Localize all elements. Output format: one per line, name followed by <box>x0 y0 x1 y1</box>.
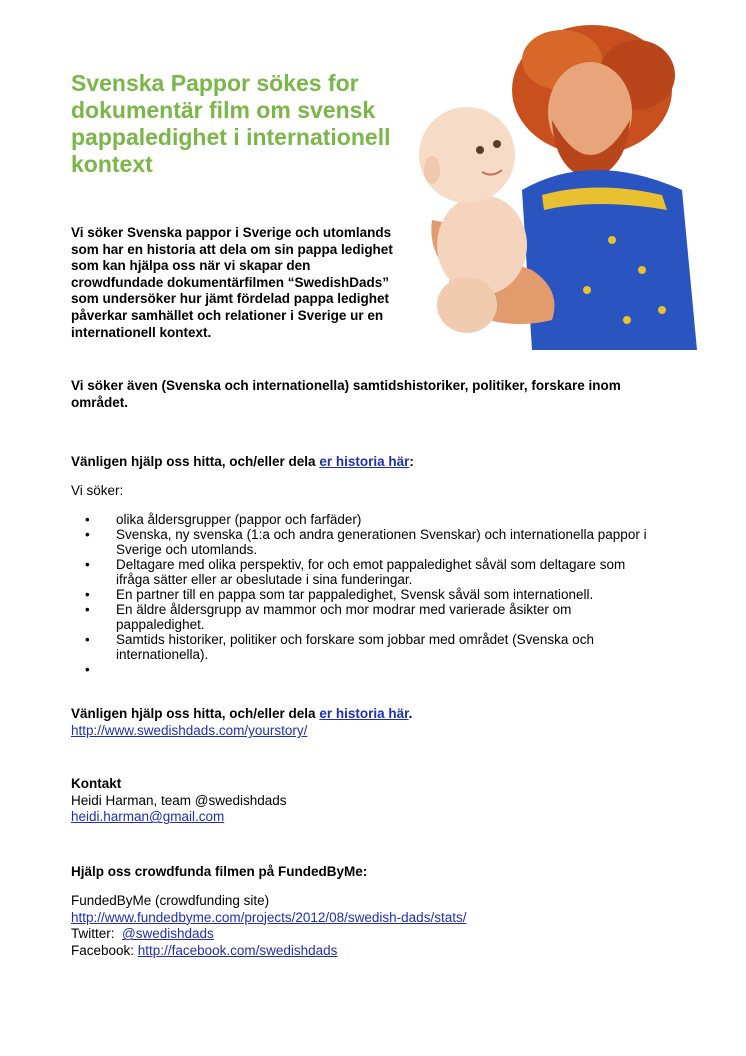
crowdfund-heading: Hjälp oss crowdfunda filmen på FundedByMe: <box>71 864 368 879</box>
twitter-link[interactable]: @swedishdads <box>122 926 214 942</box>
help-share-text-2: Vänligen hjälp oss hitta, och/eller dela <box>71 706 320 721</box>
bullet-marker: • <box>85 557 90 572</box>
bullet-marker: • <box>85 587 90 602</box>
help-share-line <box>71 454 414 471</box>
contact-name: Heidi Harman, team @swedishdads <box>71 792 287 808</box>
list-item <box>71 512 661 527</box>
list-item <box>71 527 661 557</box>
help-share-text: Vänligen hjälp oss hitta, och/eller dela <box>71 454 320 469</box>
help-share-end: : <box>409 454 414 469</box>
list-item-text: Svenska, ny svenska (1:a och andra generationen Svenskar) och internationella pappor i Sverige och utomlands. <box>116 527 647 557</box>
bullet-marker: • <box>85 662 90 677</box>
facebook-link[interactable]: http://facebook.com/swedishdads <box>137 942 338 958</box>
bullet-marker: • <box>85 512 90 527</box>
list-item <box>71 602 661 632</box>
list-item <box>71 557 661 587</box>
also-seeking-paragraph: Vi söker även (Svenska och internationella) samtidshistoriker, politiker, forskare inom området. <box>71 378 621 410</box>
list-item-text: En äldre åldersgrupp av mammor och mor modrar med varierade åsikter om pappaledighet. <box>116 602 572 632</box>
list-item <box>71 587 661 602</box>
help-share-line-2 <box>71 706 412 723</box>
facebook-row <box>71 943 466 960</box>
intro-paragraph: Vi söker Svenska pappor i Sverige och utomlands som har en historia att dela om sin pappa ledighet som kan hjälpa oss när vi skapar den crowdfundade dokumentärfilmen “SwedishDads” som undersöker hur jämt fördelad pappa ledighet påverkar samhället och relationer i Sverige ur en internationell kontext. <box>71 225 393 340</box>
story-url-link[interactable]: http://www.swedishdads.com/yourstory/ <box>71 723 308 738</box>
share-story-link[interactable]: er historia här <box>319 454 410 469</box>
help-share-end-2: . <box>408 706 413 721</box>
share-story-link-2[interactable]: er historia här <box>319 706 409 721</box>
contact-email-link[interactable]: heidi.harman@gmail.com <box>71 809 225 825</box>
list-item <box>71 632 661 662</box>
fundedbyme-link[interactable]: http://www.fundedbyme.com/projects/2012/08/swedish-dads/stats/ <box>71 909 467 925</box>
contact-heading: Kontakt <box>71 776 122 791</box>
bullet-marker: • <box>85 602 90 617</box>
list-item-text: Deltagare med olika perspektiv, for och emot pappaledighet såväl som deltagare som ifråga sätter eller ar obeslutade i sina funderingar. <box>116 557 626 587</box>
father-and-baby-photo <box>412 20 702 350</box>
list-item <box>71 662 661 677</box>
list-item-text <box>116 662 120 677</box>
contact-block <box>71 776 287 826</box>
facebook-label: Facebook: <box>71 942 138 958</box>
twitter-label: Twitter: <box>71 926 123 942</box>
bullet-marker: • <box>85 527 90 542</box>
list-item-text: olika åldersgrupper (pappor och farfäder) <box>116 512 362 527</box>
crowdfund-links <box>71 893 466 959</box>
page-title: Svenska Pappor sökes for dokumentär film om svensk pappaledighet i internationell kontext <box>71 70 391 177</box>
twitter-row <box>71 926 466 943</box>
fundedbyme-label: FundedByMe (crowdfunding site) <box>71 893 270 908</box>
list-item-text: En partner till en pappa som tar pappaledighet, Svensk såväl som internationell. <box>116 587 594 602</box>
list-item-text: Samtids historiker, politiker och forskare som jobbar med området (Svenska och internationella). <box>116 632 594 662</box>
seeking-list <box>71 512 661 677</box>
seeking-heading: Vi söker: <box>71 483 124 498</box>
story-url-line <box>71 723 307 740</box>
bullet-marker: • <box>85 632 90 647</box>
